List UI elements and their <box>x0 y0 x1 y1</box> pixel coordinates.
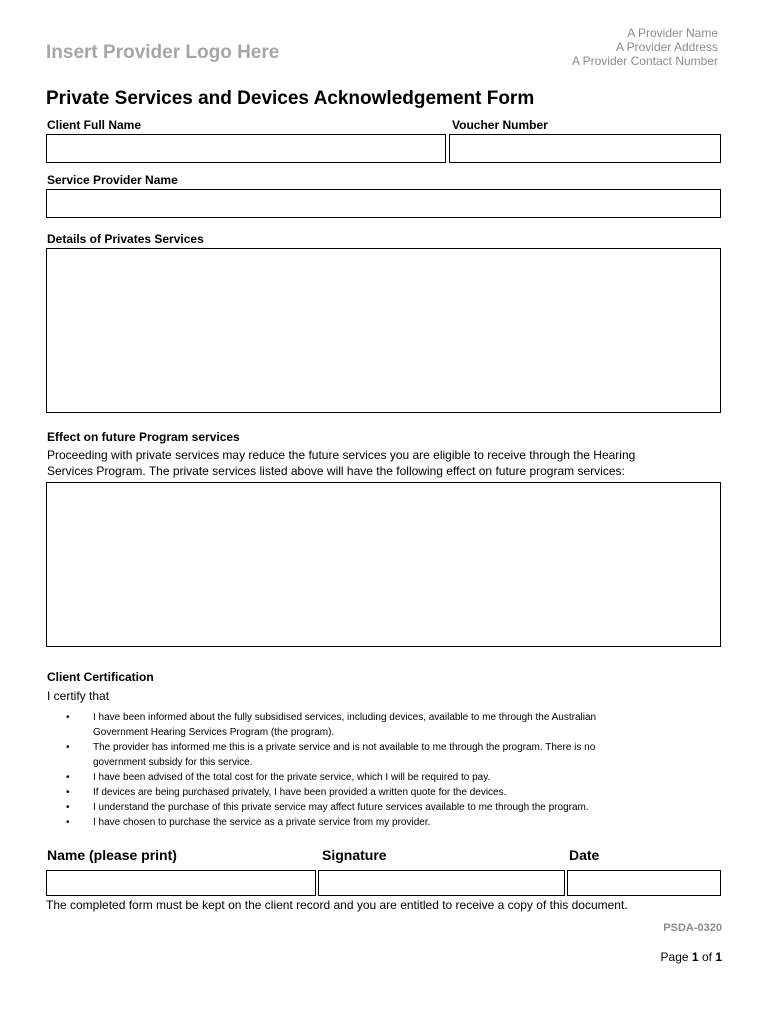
certification-item-line: Government Hearing Services Program (the program). <box>93 727 335 738</box>
signature-label: Signature <box>322 847 387 863</box>
certification-list <box>66 710 706 830</box>
date-field[interactable] <box>567 870 721 896</box>
certification-item <box>66 770 706 785</box>
bullet-icon: • <box>66 802 70 813</box>
bullet-icon: • <box>66 817 70 828</box>
certification-intro: I certify that <box>47 689 110 703</box>
voucher-number-field[interactable] <box>449 134 721 163</box>
certification-item <box>66 710 706 740</box>
page-total: 1 <box>715 950 722 964</box>
footer-note: The completed form must be kept on the client record and you are entitled to receive a copy of this document. <box>46 898 628 912</box>
certification-item-line: I have been informed about the fully subsidised services, including devices, available to me through the Australian <box>93 712 597 723</box>
certification-heading: Client Certification <box>47 670 154 684</box>
service-provider-name-field[interactable] <box>46 189 721 218</box>
certification-item-line: I have chosen to purchase the service as a private service from my provider. <box>93 817 431 828</box>
form-title: Private Services and Devices Acknowledgement Form <box>46 88 535 109</box>
details-label: Details of Privates Services <box>47 232 204 246</box>
provider-logo-placeholder: Insert Provider Logo Here <box>46 42 280 63</box>
bullet-icon: • <box>66 712 70 723</box>
certification-item-line: If devices are being purchased privately, I have been provided a written quote for the devices. <box>93 787 507 798</box>
certification-item <box>66 815 706 830</box>
certification-item <box>66 740 706 770</box>
page-of: of <box>701 950 712 964</box>
provider-contact: A Provider Contact Number <box>571 54 718 68</box>
signature-field[interactable] <box>318 870 565 896</box>
certification-item-line: government subsidy for this service. <box>93 757 253 768</box>
effect-description <box>47 447 635 479</box>
certification-item-line: The provider has informed me this is a private service and is not available to me through the program. There is no <box>93 742 596 753</box>
date-label: Date <box>569 847 600 863</box>
bullet-icon: • <box>66 772 70 783</box>
form-code: PSDA-0320 <box>663 922 722 934</box>
effect-line-2: Services Program. The private services listed above will have the following effect on future program services: <box>47 464 625 478</box>
certification-item-line: I understand the purchase of this private service may affect future services available to me through the program. <box>93 802 589 813</box>
service-provider-name-label: Service Provider Name <box>47 173 178 187</box>
certification-item <box>66 785 706 800</box>
client-full-name-label: Client Full Name <box>47 118 142 132</box>
provider-address: A Provider Address <box>615 40 718 54</box>
name-print-field[interactable] <box>46 870 316 896</box>
bullet-icon: • <box>66 742 70 753</box>
effect-heading: Effect on future Program services <box>47 430 240 444</box>
voucher-number-label: Voucher Number <box>452 118 548 132</box>
effect-textarea[interactable] <box>46 482 721 647</box>
bullet-icon: • <box>66 787 70 798</box>
client-full-name-field[interactable] <box>46 134 446 163</box>
details-textarea[interactable] <box>46 248 721 413</box>
certification-item-line: I have been advised of the total cost for the private service, which I will be required to pay. <box>93 772 491 783</box>
page-prefix: Page <box>660 950 689 964</box>
certification-item <box>66 800 706 815</box>
page-current: 1 <box>691 950 699 964</box>
effect-line-1: Proceeding with private services may reduce the future services you are eligible to receive through the Hearing <box>47 448 636 462</box>
provider-details <box>572 26 718 68</box>
provider-name: A Provider Name <box>627 26 718 40</box>
page-number <box>661 950 722 964</box>
name-print-label: Name (please print) <box>47 847 177 863</box>
